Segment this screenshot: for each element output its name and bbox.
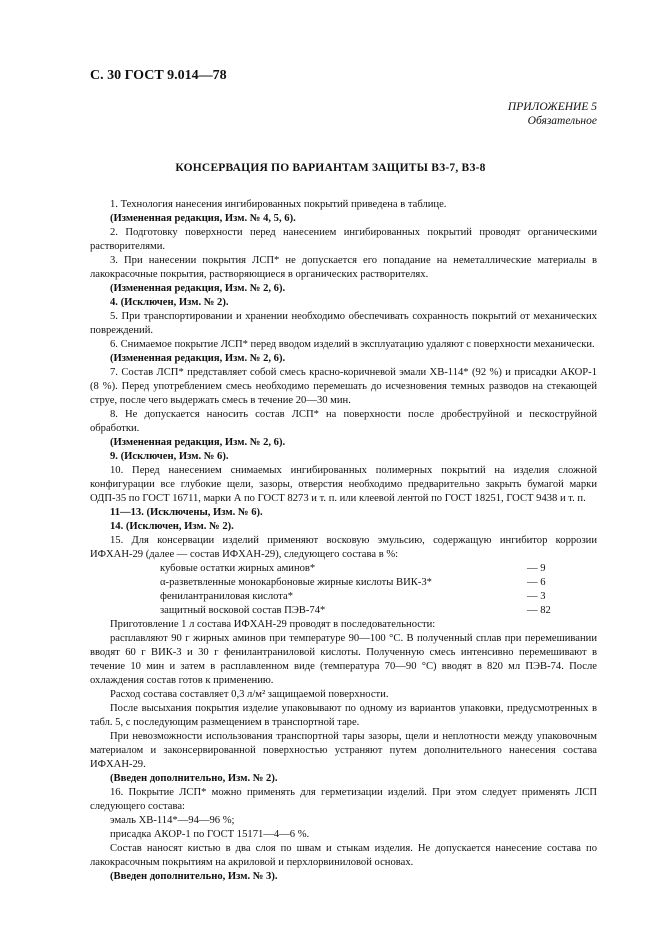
- paragraph: 16. Покрытие ЛСП* можно применять для герметизации изделий. При этом следует применять ЛСП следующего состава:: [90, 787, 597, 812]
- appendix-label: ПРИЛОЖЕНИЕ 5: [507, 101, 597, 113]
- component-percent: — 9: [527, 563, 546, 574]
- composition-row: [90, 562, 597, 576]
- paragraph: Приготовление 1 л состава ИФХАН-29 проводят в последовательности:: [110, 619, 436, 630]
- component-name: кубовые остатки жирных аминов*: [160, 563, 316, 574]
- paragraph: 5. При транспортировании и хранении необходимо обеспечивать сохранность покрытий от механических повреждений.: [90, 311, 597, 336]
- section-title: КОНСЕРВАЦИЯ ПО ВАРИАНТАМ ЗАЩИТЫ ВЗ-7, ВЗ-8: [175, 162, 486, 174]
- paragraph: 8. Не допускается наносить состав ЛСП* на поверхности после дробеструйной и пескоструйной обработки.: [90, 409, 597, 434]
- paragraph: При невозможности использования транспортной тары зазоры, щели и неплотности между упаковочным материалом и законсервированной поверхностью устраняют путем дополнительного нанесения состава ИФХАН-29.: [90, 731, 597, 770]
- paragraph: 10. Перед нанесением снимаемых ингибированных полимерных покрытий на изделия сложной конфигурации все глубокие щели, зазоры, отверстия необходимо предварительно закрыть бумагой марки ОДП-35 по ГОСТ 16711, марки А по ГОСТ 8273 и т. п. или клеевой лентой по ГОСТ 18251, ГОСТ 9438 и т. п.: [90, 465, 597, 504]
- paragraph: 9. (Исключен, Изм. № 6).: [110, 451, 229, 462]
- paragraph: Расход состава составляет 0,3 л/м² защищаемой поверхности.: [110, 689, 389, 700]
- paragraph: 4. (Исключен, Изм. № 2).: [110, 297, 229, 308]
- page-header: С. 30 ГОСТ 9.014—78: [90, 68, 227, 83]
- paragraph: (Введен дополнительно, Изм. № 2).: [110, 773, 278, 784]
- component-percent: — 3: [527, 591, 546, 602]
- paragraph: 14. (Исключен, Изм. № 2).: [110, 521, 234, 532]
- paragraph: 1. Технология нанесения ингибированных покрытий приведена в таблице.: [110, 199, 447, 210]
- paragraph: 2. Подготовку поверхности перед нанесением ингибированных покрытий проводят органическими растворителями.: [90, 227, 597, 252]
- composition-row: [90, 576, 597, 590]
- component-name: α-разветвленные монокарбоновые жирные кислоты ВИК-3*: [160, 577, 432, 588]
- component-name: защитный восковой состав ПЭВ-74*: [160, 605, 326, 616]
- paragraph: присадка АКОР-1 по ГОСТ 15171—4—6 %.: [110, 829, 310, 840]
- composition-list: [90, 562, 597, 618]
- paragraph: (Измененная редакция, Изм. № 2, 6).: [110, 437, 286, 448]
- document-body: [90, 198, 597, 884]
- paragraph: 3. При нанесении покрытия ЛСП* не допускается его попадание на неметаллические материалы в лакокрасочные покрытия, растворяющиеся в органических растворителях.: [90, 255, 597, 280]
- composition-row: [90, 604, 597, 618]
- paragraph: 15. Для консервации изделий применяют восковую эмульсию, содержащую ингибитор коррозии ИФХАН-29 (далее — состав ИФХАН-29), следующего состава в %:: [90, 535, 597, 560]
- paragraph: 6. Снимаемое покрытие ЛСП* перед вводом изделий в эксплуатацию удаляют с поверхности механически.: [110, 339, 595, 350]
- paragraphs-part-2: [90, 618, 597, 884]
- paragraph: 11—13. (Исключены, Изм. № 6).: [110, 507, 263, 518]
- paragraph: Состав наносят кистью в два слоя по швам и стыкам изделия. Не допускается нанесение состава по лакокрасочным покрытиям на акриловой и перхлорвиниловой основах.: [90, 843, 597, 868]
- paragraph: эмаль ХВ-114*—94—96 %;: [110, 815, 235, 826]
- composition-row: [90, 590, 597, 604]
- appendix-block: [508, 100, 597, 128]
- component-percent: — 6: [527, 577, 546, 588]
- paragraph: (Измененная редакция, Изм. № 4, 5, 6).: [110, 213, 296, 224]
- paragraph: После высыхания покрытия изделие упаковывают по одному из вариантов упаковки, предусмотренных в табл. 5, с последующим размещением в транспортной таре.: [90, 703, 597, 728]
- paragraph: (Введен дополнительно, Изм. № 3).: [110, 871, 278, 882]
- appendix-status: Обязательное: [527, 115, 597, 127]
- component-percent: — 82: [527, 605, 551, 616]
- component-name: фенилантраниловая кислота*: [160, 591, 294, 602]
- paragraph: (Измененная редакция, Изм. № 2, 6).: [110, 283, 286, 294]
- paragraph: 7. Состав ЛСП* представляет собой смесь красно-коричневой эмали ХВ-114* (92 %) и присадки АКОР-1 (8 %). Перед употреблением смесь необходимо перемешать до исчезновения темных разводов на стекающей струе, после чего выдержать смесь в течение 20—30 мин.: [90, 367, 597, 406]
- paragraph: расплавляют 90 г жирных аминов при температуре 90—100 °С. В полученный сплав при перемешивании вводят 60 г ВИК-3 и 30 г фенилантраниловой кислоты. Полученную смесь интенсивно перемешивают в течение 10 мин и затем в расплавленном виде (температура 70—90 °С) вводят в 820 мл ПЭВ-74. После охлаждения состав готов к применению.: [90, 633, 597, 686]
- paragraphs-part-1: [90, 198, 597, 562]
- paragraph: (Измененная редакция, Изм. № 2, 6).: [110, 353, 286, 364]
